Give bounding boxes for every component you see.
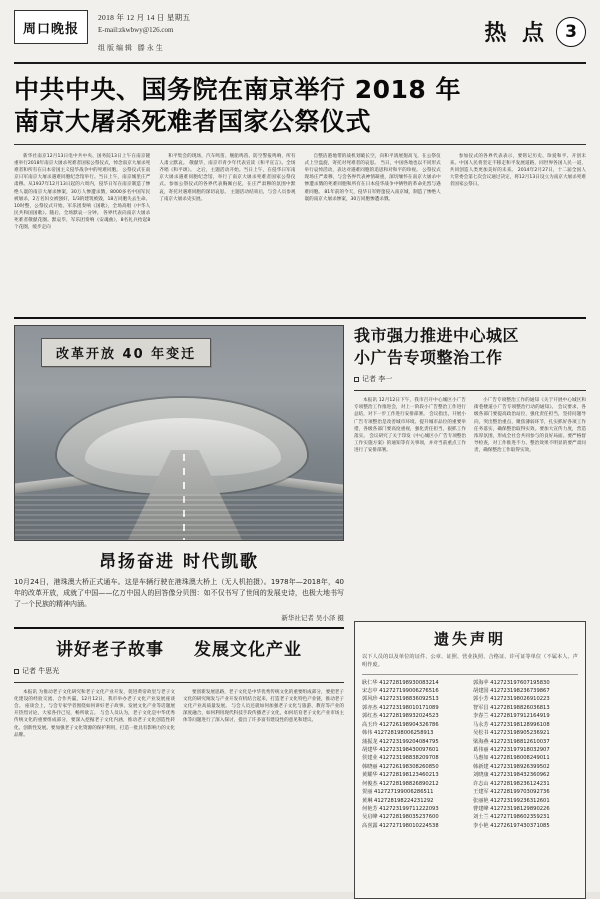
notice-item: 黄耀华 412728198123460213 xyxy=(362,772,439,779)
notice-item: 黄琳 412728198224231292 xyxy=(362,797,434,804)
divider-article xyxy=(354,390,586,391)
notice-item: 郭小芳 412723198026910223 xyxy=(473,696,550,703)
section-title: 热 点 xyxy=(484,21,548,46)
divider-top xyxy=(14,144,586,145)
section-header xyxy=(484,10,586,47)
photo-caption-body: 10月24日，港珠澳大桥正式通车。这是车辆行驶在港珠澳大桥上（无人机拍摄）。1978年—2018年，40年的改革开放，成就了中国——亿万中国人的回答像分贝图：如不仅书写了世间的发展史诗，也极大地书写了一个民族的精神内涵。 xyxy=(14,578,344,609)
notice-item: 智军昌 412728198826036813 xyxy=(473,704,550,711)
bottom-section xyxy=(14,621,586,899)
lead-body-2: 和平集会的现场，汽车鸣笛、舰船鸣笛、防空警报鸣响，所有人肃立默哀。 敬献毕，南京市青少年代表宣读《和平宣言》。全场齐唱《和平颂》。 之后，主题活动开始。当日上午，在侵华日军南京大屠杀遇难同胞纪念馆，举行了南京大屠杀死难者国家公祭仪式。参加公祭仪式的各界代表胸佩白花，在庄严肃穆的氛围中默哀，寄托对遇难同胞的深切哀思。 主题活动结束后，与会人员参观了南京大屠杀史实展。 xyxy=(159,154,296,202)
lead-column-1 xyxy=(14,153,150,311)
notice-item: 许志山 412728198236124231 xyxy=(473,780,550,787)
byline-marker-icon xyxy=(354,377,359,382)
page-number: 3 xyxy=(556,17,586,47)
notice-item: 吴松书 412723198905236921 xyxy=(473,730,550,737)
notice-item: 张丽艳 412723199236312601 xyxy=(473,797,550,804)
notice-subtitle: 以下人员的以及单位的证件、公章、证照、营业执照、合格证、许可证等单位（不属本人、声明作废。 xyxy=(362,653,578,675)
lead-body-4: 参加仪式的各界代表表示，要铭记历史、珍爱和平、开创未来。中国人民将坚定不移走和平发展道路，同世界各国人民一道，共同创造人类更加美好的未来。 2014年2月27日，十二届全国人大常委会第七次会议通过决定，将12月13日设立为南京大屠杀死难者国家公祭日。 xyxy=(449,154,586,188)
lead-body-1: 新华社南京12月13日电中共中央、国务院13日上午在南京隆重举行2018年南京大屠杀死难者国家公祭仪式，悼念南京大屠杀死难者和所有在日本帝国主义侵华战争中的死难同胞。 公祭仪式在南京日军南京大屠杀遇难同胞纪念馆举行。当日上午，南京城里庄严肃穆。从1937年12月13日起的六周内，侵华日军在南京制造了惨绝人寰的南京大屠杀惨案，30万人惨遭杀戮，8000多名中国军民被屠杀，2万名妇女被强奸，1/3的建筑被毁，18万同胞失去生命。 10时整，公祭仪式开始。军乐团奏响《国歌》，全场高唱《中华人民共和国国歌》。随后，全场默哀一分钟。 各界代表向南京大屠杀死难者敬献花圈。默哀毕，军乐团奏响《安魂曲》，8名礼兵抬起8个花圈，缓步走向 xyxy=(14,154,151,231)
issue-date: 2018 年 12 月 14 日 星期五 xyxy=(98,13,191,22)
article-columns xyxy=(354,397,586,454)
headline-line-2: 南京大屠杀死难者国家公祭仪式 xyxy=(14,107,372,136)
photo-credit: 新华社记者 吴小泽 摄 xyxy=(281,613,344,622)
newspaper-logo: 周口晚报 xyxy=(14,10,88,44)
lead-body-3: 自整洁港地带的战机划破长空，向和平鸽展翅高飞，在公祭仪式上空盘旋，寄托对死难者的哀思。 当日，中国各地也以不同形式举行哀悼活动，表达对遇难同胞的追思和对和平的珍视。 公祭仪式现场庄严肃穆，与会各界代表神情凝重，深切缅怀在南京大屠杀中惨遭杀戮的死难同胞和所有在日本侵华战争中牺牲的革命先烈与遇难同胞。 81年前的今天，侵华日军野蛮侵入南京城，制造了惨绝人寰的南京大屠杀惨案，30万同胞惨遭杀戮。 xyxy=(304,154,441,202)
notice-item: 郭红杰 412728198932024523 xyxy=(362,713,439,720)
notice-item: 胡建华 412723198430097601 xyxy=(362,747,439,753)
notice-item: 蒲振龙 412723199204084795 xyxy=(362,738,439,745)
notice-item: 韩晓丽 412726198308260850 xyxy=(362,763,439,770)
photo-caption-title: 昂扬奋进 时代凯歌 xyxy=(99,552,259,572)
notice-item: 耿仁华 412728198930083214 xyxy=(362,679,439,686)
notice-item: 李小艳 412726197430371085 xyxy=(473,822,550,829)
notice-column-2 xyxy=(473,679,578,831)
notice-column-1 xyxy=(362,679,467,831)
lost-notice-box xyxy=(354,621,586,899)
notice-item: 郭亦杰 412723198010171089 xyxy=(362,704,439,711)
notice-item: 马惠如 412728198008249011 xyxy=(473,755,550,762)
laozi-byline-text: 记者 牛思光 xyxy=(22,667,60,675)
notice-title: 遗失声明 xyxy=(433,630,506,648)
notice-item: 胡建国 412723198236739867 xyxy=(473,688,550,695)
notice-item: 韩伟 412728198006258913 xyxy=(362,730,434,737)
lead-column-2 xyxy=(159,153,295,311)
byline-text: 记者 李一 xyxy=(362,375,393,384)
laozi-columns xyxy=(14,689,344,739)
laozi-headline xyxy=(14,635,344,660)
notice-item: 梁海燕 412723198812610037 xyxy=(473,738,550,745)
notice-columns xyxy=(362,679,578,831)
article-byline xyxy=(354,374,586,384)
notice-item: 吴启峰 412728198035237600 xyxy=(362,814,439,821)
laozi-body-1: 本报讯 为推动老子文化研究和老子文化产业开发，促进黄帝故里与老子文化建设的经验交流、合作共赢，12月12日，我市举办老子文化产业发展座谈会。 座谈会上，与会专家学者围绕如何讲好老子故事、发展文化产业等话题展开热烈讨论，大家各抒己见，畅所欲言。 与会人员认为，老子文化是中华优秀传统文化的重要组成部分，要深入挖掘老子文化内涵，推动老子文化创造性转化、创新性发展。要加强老子文化资源的保护利用，打造一批具有影响力的文化品牌。 xyxy=(14,690,175,738)
article-body-1: 本报讯 12月12日下午，我市召开中心城区小广告专项整治工作推进会，对上一阶段小广告整治工作进行总结，对下一步工作进行安排部署。 会议指出，开展小广告专项整治是改善城市环境、提升城市品位的重要举措，各级各部门要高度重视，强化责任担当，狠抓工作落实。 会议研究了关于印发《中心城区小广告专项整治工作实施方案》的通知等有关事项，并对当前重点工作进行了安排部署。 xyxy=(354,398,466,453)
notice-item: 马永芳 412723198128996108 xyxy=(473,721,550,728)
notice-item: 葛伟丽 412723197918032907 xyxy=(473,747,550,753)
lead-article-columns xyxy=(14,151,586,311)
masthead-info xyxy=(88,10,484,53)
middle-section xyxy=(14,325,586,622)
headline-line-1: 中共中央、国务院在南京举行 2018 年 xyxy=(14,75,461,104)
photo-banner: 改革开放 40 年变迁 xyxy=(41,338,211,367)
masthead xyxy=(14,10,586,64)
divider-bottom-left xyxy=(14,627,344,629)
notice-item: 曹建峰 412723198129890226 xyxy=(473,805,550,812)
notice-item: 宋志中 412727199006276516 xyxy=(362,688,439,695)
laozi-headline-right: 发展文化产业 xyxy=(194,640,302,660)
laozi-article xyxy=(14,621,344,899)
notice-item: 刘士兰 412727198602359231 xyxy=(473,814,550,821)
notice-item: 高玉玲 412726198904326786 xyxy=(362,721,439,728)
laozi-byline xyxy=(14,666,344,676)
divider-middle xyxy=(14,317,586,319)
laozi-headline-left: 讲好老子故事 xyxy=(56,640,164,660)
notice-item: 刘晓康 412723198432360962 xyxy=(473,772,550,779)
editor-line: 组版编辑 滕永生 xyxy=(98,44,165,52)
bridge-photo xyxy=(14,325,344,541)
notice-item: 王建军 412728199703092736 xyxy=(473,789,550,796)
water-texture xyxy=(15,494,343,540)
article-body-2: 小广告专项整治工作的通知《关于开展中心城区和街巷楼道小广告专项整治行动的通知》。 会议要求，各级各部门要提高政治站位，强化责任担当，坚持问题导向，突出整治重点，聚焦薄弱环节，扎实抓好各项工作任务落实，确保整治取得实效。要加大宣传力度，营造浓厚氛围，形成全社会共同参与的良好局面。要严格督导检查，对工作推进不力、整治效果不明显的要严肃问责，确保整治工作取得实效。 xyxy=(474,398,586,453)
lead-column-3 xyxy=(305,153,441,311)
article-headline xyxy=(354,325,586,368)
article-headline-line-1: 我市强力推进中心城区 xyxy=(354,326,520,345)
divider-laozi xyxy=(14,682,344,683)
notice-item: 侯建业 412723198838209708 xyxy=(362,755,439,762)
notice-item: 何俊杰 412728198826890212 xyxy=(362,780,439,787)
notice-item: 郭海苹 412723197607195830 xyxy=(473,679,550,686)
laozi-body-2: 要创新发展思路，老子文化是中华优秀传统文化的重要组成部分，要把老子文化的研究阐发与产业开发有机结合起来，打造老子文化特色产业链，推动老子文化产业高质量发展。 与会人员还就如何加强老子文化与旅游、教育等产业的深度融合，如何利用现代科技手段传播老子文化，如何培育老子文化产业市场主体等问题进行了深入探讨，提出了许多富有建设性的意见和建议。 xyxy=(183,690,344,724)
lead-column-4 xyxy=(450,153,586,311)
notice-item: 贺丽 412727199006286511 xyxy=(362,789,434,796)
notice-item: 高喜露 412727198010224538 xyxy=(362,822,439,829)
byline-marker-icon-2 xyxy=(14,669,19,674)
notice-item: 韩新建 412723198926399502 xyxy=(473,763,550,770)
notice-item: 郭风珍 412723198836092513 xyxy=(362,696,439,703)
photo-story xyxy=(14,325,344,622)
email-line: E-mail:zkwbwy@126.com xyxy=(98,26,174,34)
city-ad-article xyxy=(354,325,586,613)
article-headline-line-2: 小广告专项整治工作 xyxy=(354,347,503,367)
page-title xyxy=(14,74,586,138)
notice-item: 何艳芳 412723199711222093 xyxy=(362,805,439,812)
notice-item: 李春兰 412728197912164919 xyxy=(473,713,550,720)
